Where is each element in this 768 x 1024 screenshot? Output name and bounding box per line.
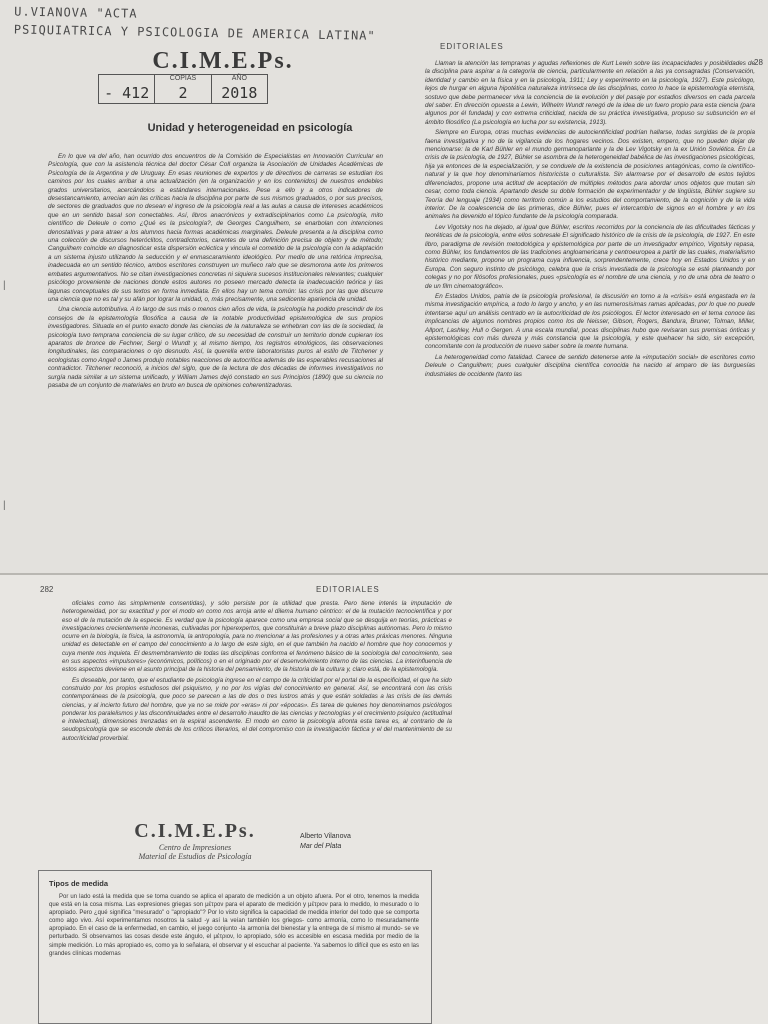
library-stamp: C.I.M.E.Ps. — [152, 48, 294, 74]
handwritten-note: U.VIANOVA "ACTA PSIQUIATRICA Y PSICOLOGIA DE AMERICA LATINA" — [13, 4, 376, 43]
paragraph: La heterogeneidad como fatalidad. Carece de sentido detenerse ante la «imputación social» de escritores como Deleule o Canguilhem; pues cualquier disciplina científica conocida ha nacido al amparo de las burguesías industriales de occidente (tanto las — [425, 353, 755, 378]
running-head: EDITORIALES — [440, 42, 504, 51]
left-column — [48, 153, 383, 392]
page-number: 282 — [40, 585, 54, 594]
author-name: Alberto Vilanova — [300, 833, 351, 840]
call-number-table — [98, 74, 268, 104]
paragraph: Por un lado está la medida que se toma cuando se aplica el aparato de medición a un objeto afuera. Por el otro, tenemos la medida que está en la cosa misma. Las expresiones griegas son μέτρον para el aparato de medición y μέτριον para lo medido, lo mesurado o lo apropiado. Pero ¿qué significa "mesurado" o "apropiado"? Por lo visto significa la capacidad de medida interior del todo que se comporta como algo vivo. Así experimentamos nosotros la salud -y así la veían también los griegos- como armonía, como lo mesuradamente apropiado. En el caso de la enfermedad, en cambio, el juego conjunto -la armonía del bienestar y la entrega de sí mismo al mundo- se ve perturbado. Si observamos las cosas desde este ángulo, el μέτριον, lo apropiado, sólo es accesible en escasa medida por medio de la simple medición. Lo más apropiado es, como ya lo señalara, el observar y el escuchar al paciente. Ya sabemos lo difícil que es esto en las grandes clínicas modernas — [49, 894, 419, 957]
margin-mark: | — [3, 500, 6, 511]
paragraph: Lev Vigotsky nos ha dejado, al igual que Bühler, escritos recorridos por la conciencia de las dificultades fácticas y teoréticas de la psicología, entre ellos sobresale El significado histórico de la crisis de la psicología, de 1927. En este libro, paradigma de revisión metodológica y epistemológica por parte de un investigador empírico, Vigotsky repasa, como Bühler, los fundamentos de las tradiciones angloamericana y centroeuropea a partir de las cuales, materialismo histórico mediante, propone un programa cuya influencia, sorprendentemente, crece hoy en Estados Unidos y en Europa. Con seguro instinto de psicólogo, celebra que la crisis investiada de la psicología se esté planteando por colegas y no por filósofos profesionales, pues «psicología es el nombre de una ciencia, y no de una obra de teatro o de un film cinematográfico». — [425, 223, 755, 290]
paragraph: En Estados Unidos, patria de la psicología profesional, la discusión en torno a la «crisis» está engastada en la misma investigación empírica, a todo lo largo y ancho, y en las numerosísimas ramas aplicadas, por lo que no puede intentarse aquí un análisis centrado en la autocriticidad de los psicólogos. El lector interesado en el tema conoce las implicancias de algunos nombres propios como los de Neisser, Gibson, Rogers, Bandura, Bruner, Tolman, Miller, Allport, Lashley, Hull o Gergen. A una escala mundial, pocas disciplinas hubo que revisaran sus premisas ónticas y epistemológicas con más dureza y más constancia que la psicología, y este quehacer ha sido, sin excepción, concomitante con la producción de nuevo saber sobre la mente humana. — [425, 292, 755, 351]
call-number-cell: - 412 — [99, 75, 155, 103]
paragraph: Una ciencia autotributiva. A lo largo de sus más o menos cien años de vida, la psicología ha podido prescindir de los consejos de la epistemología filosófica a causa de la notable productividad epistemológica de sus propios investigadores. Situada en el punto exacto donde las ciencias de la naturaleza se enhebran con las de la sociedad, la psicología tuvo temprana conciencia de su lugar crítico, de su necesidad de construir un territorio donde cupieran los aparatos de bronce de Fechner, Sergi o Wundt y, al mismo tiempo, los registros etnológicos, las observaciones longitudinales, las comparaciones o ojo desnudo. Así, la querella entre laboratoristas puros al estilo de Titchener y ecologistas como Angell o James produjo notables reacciones de autocrítica además de las esperables recusaciones al contradictor. Titchener reconoció, a inicios del siglo, que de la lectura de dos décadas de informes investigativos no surgía nada similar a un sistema unificado, y William James dejó constado en sus Principios (1890) que su ciencia no pasaba de un conjunto de materiales en bruto en busca de opiniones coherentizadoras. — [48, 306, 383, 389]
year-cell: AÑO 2018 — [221, 75, 258, 102]
paragraph: Es deseable, por tanto, que el estudiante de psicología ingrese en el campo de la criticidad por el portal de la especificidad, el que ha sido construido por los propios estudiosos del psiquismo, y no por los vigías del conocimiento en general. Así, se encontrará con las crisis contemporáneas de la psicología, que poco se parecen a las de dos o tres lustros atrás y que están soldadas a las crisis de las demás ciencias, y al incierto futuro del hombre, que ya no se mide por «eras» ni por «épocas». Es tarea de quienes hoy denominamos psicólogos ponderar los paralelismos y las discontinuidades entre el desarrollo inaudito de las ciencias y tecnologías y el crecimiento psíquico (actitudinal e intelectual), dimensiones trenzadas en la espiral ascendente. El modo en como la psicología afronta esta tarea es, al contrario de la seudopsicología que se esconde detrás de los críticos literarios, el del compromiso con la investigación fáctica y el del mantenimiento de su autocriticidad proverbial. — [62, 676, 452, 742]
margin-mark: | — [3, 280, 6, 291]
box-title: Tipos de medida — [49, 879, 109, 888]
right-column — [425, 60, 755, 381]
paragraph: Siempre en Europa, otras muchas evidencias de autocientificidad podrían hallarse, todas surgidas de la propia faena investigativa y no de la vigilancia de los hogares vecinos. Dos existen, empero, que no pueden dejar de mencionarse: la de Karl Bühler en el mundo germanoparlante y la de Lev Vigotsky en la ex Unión Soviética. En La crisis de la psicología, de 1927, Bühler se asombra de la heterogeneidad babélica de las investigaciones psicológicas, hija ya entonces de la especialización, y se conduele de la existencia de posiciones antagónicas, como la científico-natural y la que hoy denominaríamos historicista o culturalista. Sin alarmarse por el desarrollo de estos tejidos diferenciados, propone una actitud de aceptación de múltiples métodos para abordar unos objetos que mutan sin cesar, como toda ciencia. Apartando desde su doble formación de experimentador y de lingüista, Bühler sugiere su Teoría del lenguaje (1934) como territorio común a los estudios del comportamiento, de la cognición y de la vida interior. De la coalescencia de las primeras, dice Bühler, pues el intercambio de signos en el hombre y en los animales ha devenido el tópico fundante de la psicología comparada. — [425, 129, 755, 221]
paragraph: Llaman la atención las tempranas y agudas reflexiones de Kurt Lewin sobre las incapacidades y posibilidades de la disciplina para aspirar a la categoría de ciencia, particularmente en relación a las ya consagradas (Conservación, identidad y cambio en la física y en la psicología, 1911; Ley y experimento en la psicología, 1927). Este psicólogo, lejos de hurgar en alguna hipotética naturaleza intrínseca de las disciplinas, como lo hace la epistemología eternista, sostuvo que debe permanecer viva la conciencia de la evolución y del pasaje por estadios diversos en cada parcela del saber. En dirección opuesta a Lewin, Wilhelm Wundt renegó de la idea de un fuero propio para esta ciencia (para algunos por él fundada) y con extrema criticidad, nacida de su práctica investigativa, propuso su subsunción en el ámbito filosófico (La psicología en lucha por su existencia, 1913). — [425, 60, 755, 126]
library-stamp: C.I.M.E.Ps. Centro de Impresiones Material de Estudios de Psicología — [134, 820, 256, 861]
bottom-column — [62, 600, 452, 745]
box-body — [49, 893, 419, 958]
paragraph: oficiales como las simplemente consentidas), y sólo persiste por la utilidad que presta. Pero tiene interés la imputación de heterogeneidad, por su exactitud y por el modo en como nos arroja ante el dilema humano céntrico: el de la mutación tecnocientífica y por eso el de la mutación de la especie. Es verdad que la psicología aparece como una empresa social que se desquija en teorías, prácticas e investigaciones crecientemente inconexas, cultivadas por hiperexpertos, que constituirán a breve plazo disciplinas autónomas. Pero lo mismo ocurre en la biología, la física, la astronomía, la antropología, para no mencionar a las profesiones y a otras artes práxicas menores. Ninguna unidad es detectable en el campo del conocimiento a lo largo de este siglo, en el que también ha nacido el hombre que hoy conocemos y cuya mente nos inquieta. El desmembramiento de todas las disciplinas conforma el fenómeno básico de la sociología del conocimiento, sea en sus aspectos «impulsores» (económicos, políticos) o en el originado por el desenvolvimiento interno de las ciencias. La interinfluencia de estos aspectos deviene en el asunto principal de la historia del pensamiento, de la historia de la cultura y, claro está, de la epistemología. — [62, 600, 452, 674]
author-signature — [300, 832, 351, 852]
page-number: 28 — [754, 58, 763, 67]
running-head: EDITORIALES — [316, 585, 380, 594]
article-title: Unidad y heterogeneidad en psicología — [147, 122, 353, 134]
author-place: Mar del Plata — [300, 843, 342, 850]
copies-cell: COPIAS 2 — [155, 75, 211, 103]
sidebar-box — [38, 870, 432, 1024]
paragraph: En lo que va del año, han ocurrido dos encuentros de la Comisión de Especialistas en Innovación Curricular en Psicología, que con la asistencia técnica del doctor César Coll organiza la Asociación de Unidades Académicas de Psicología de la Argentina y de Uruguay. En esas reuniones de expertos y de directivos de carreras se estudian los caminos por los cuales arribar a una actualización (en la organización y en los contenidos) de nuestros endebles grados universitarios, acercándolos a estándares internacionales. Pese a ello y a otros indicadores de desestancamiento, arrecian aún las críticas hacia la disciplina por parte de sus mismos graduados, o por sus precisos, de sectores de graduados que no desean el ingreso de la psicología real a las aulas a causa de intereses académicos que en un sentido basal son conectables. Así, libros anacrónicos y extradisciplinarios como La psicología, mito científico de Deleule o como ¿Qué es la psicología?, de Georges Canguilhem, se enarbolan con intenciones denostativas y para atraer a los alumnos hacia formas académicas marginales. Deleule presenta a la disciplina como una colección de discursos heteróclitos, contradictorios, carentes de una definición precisa de objeto y de método; Canguilhem coincide en diagnosticar esta dispersión ecléctica y vincula el cometido de la psicología con la adaptación a un sistema injusto utilizando la seducción y el enmascaramiento ideológico. Por medio de una retórica imprecisa, inadecuada en un sentido técnico, ambos escritores construyen un muñeco ralo que se desmorona ante los primeros embates argumentativos. No se citan investigaciones concretas ni siquiera sucesos institucionales relevantes; cualquier psicólogo proveniente de naciones donde estos autores no poseen mercado detecta la inadecuación teórica y las lagunas conceptuales de sus textos en forma inmediata. En ellos hay un tema común: las crisis por las que discurre una ciencia que no es tal y su afán por lograr la unidad, o, más precisamente, una sedicente apariencia de unidad. — [48, 153, 383, 303]
